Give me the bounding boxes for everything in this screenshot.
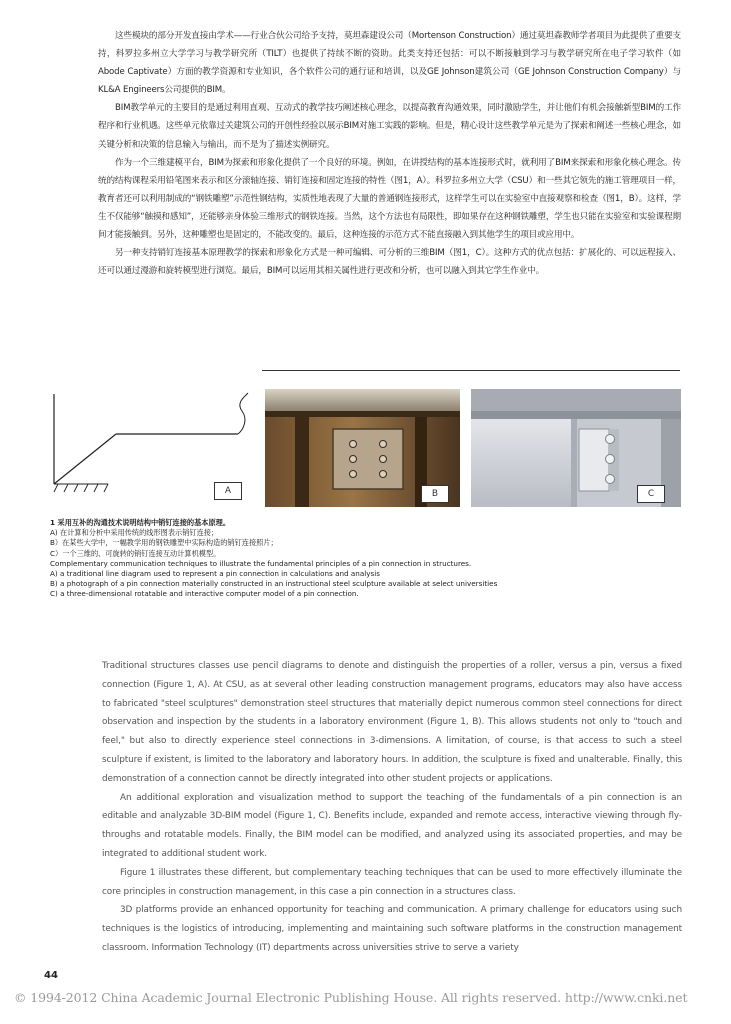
figure-b-photo <box>265 389 460 507</box>
figure-label-c: C <box>637 485 665 503</box>
figure-label-b: B <box>421 485 449 503</box>
cn-paragraph: 这些模块的部分开发直接由学术——行业合伙公司给予支持，莫坦森建设公司（Mortenson Construction）通过莫坦森教师学者项目为此提供了重要支持，科罗拉多州立大学学习与教学研究所（TILT）也提供了持续不断的资助。此类支持还包括：可以不断接触到学习与教学研究所在电子学习软件（如Abode Captivate）方面的教学资源和专业知识，各个软件公司的通行证和培训，以及GE Johnson建筑公司（GE Johnson Construction Company）与KL&A Engineers公司提供的BIM。 <box>98 31 681 96</box>
caption-en-c: C) a three-dimensional rotatable and interactive computer model of a pin connection. <box>50 589 359 599</box>
caption-en-title: Complementary communication techniques to illustrate the fundamental principles of a pin connection in structures. <box>50 558 472 568</box>
cn-paragraph: BIM教学单元的主要目的是通过利用直观、互动式的教学技巧阐述核心理念，以提高教育沟通效果，同时激励学生，并让他们有机会接触新型BIM的工作程序和行业机遇。这些单元依靠过关建筑公司的开创性经验以展示BIM对施工实践的影响。但是，精心设计这些教学单元是为了探索和阐述一些核心理念，如关键分析和决策的信息输入与输出，而不是为了描述实例研究。 <box>98 103 681 150</box>
caption-cn-b: B）在某些大学中，一幅教学用的钢铁雕塑中实际构造的销钉连接照片； <box>50 538 278 548</box>
caption-cn-c: C）一个三维的、可旋转的销钉连接互动计算机模型。 <box>50 548 221 558</box>
page-number: 44 <box>44 970 58 981</box>
cn-paragraph: 作为一个三维建模平台，BIM为探索和形象化提供了一个良好的环境。例如，在讲授结构的基本连接形式时，就利用了BIM来探索和形象化核心理念。传统的结构课程采用铅笔图来表示和区分滚轴连接、销钉连接和固定连接的特性（图1，A）。科罗拉多州立大学（CSU）和一些其它领先的施工管理项目一样，教育者还可以利用制成的“钢铁雕塑”示范性钢结构，实质性地表现了大量的普通钢连接形式，这样学生可以在实验室中直接观察和检查（图1，B）。这样，学生不仅能够“触摸和感知”，还能够亲身体验三维形式的钢铁连接。当然，这个方法也有局限性，即如果存在这种钢铁雕塑，学生也只能在实验室和实验课程期间才能接触到。另外，这种雕塑也是固定的，不能改变的。最后，这种连接的示范方式不能直接融入到其他学生的项目或应用中。 <box>98 157 681 241</box>
caption-en-b: B) a photograph of a pin connection materially constructed in an instructional steel sculpture available at select universities <box>50 579 498 589</box>
caption-cn-title: 1 采用互补的沟通技术说明结构中销钉连接的基本原理。 <box>50 518 231 527</box>
caption-cn-a: A) 在计算和分析中采用传统的线形图表示销钉连接； <box>50 528 219 538</box>
en-paragraph: Traditional structures classes use pencil diagrams to denote and distinguish the properties of a roller, versus a pin, versus a fixed connection (Figure 1, A). At CSU, as at several other leading construction management programs, educators may also have access to fabricated "steel sculptures" demonstration steel structures that materially depict numerous common steel connections for direct observation and inspection by the students in a laboratory environment (Figure 1, B). This allows students not only to "touch and feel," but also to directly experience steel connections in 3-dimensions. A limitation, of course, is that access to such a steel sculpture if existent, is limited to the laboratory and laboratory hours. In addition, the sculpture is fixed and unalterable. Finally, this demonstration of a connection cannot be directly integrated into other student projects or applications. <box>102 661 682 784</box>
copyright-footer: © 1994-2012 China Academic Journal Electronic Publishing House. All rights reserved. http://www.cnki.net <box>14 990 688 1005</box>
section-divider <box>262 370 680 371</box>
figure-a-line-diagram <box>48 389 252 507</box>
en-paragraph: Figure 1 illustrates these different, but complementary teaching techniques that can be used to more effectively illuminate the core principles in construction management, in this case a pin connection in a structures class. <box>102 867 682 897</box>
figure-caption <box>50 518 680 600</box>
figure-c-3d-model <box>471 389 681 507</box>
cn-paragraph: 另一种支持销钉连接基本原理教学的探索和形象化方式是一种可编辑、可分析的三维BIM（图1，C）。这种方式的优点包括：扩展化的、可以远程接入、还可以通过漫游和旋转模型进行浏览。最后，BIM可以运用其相关属性进行更改和分析，也可以融入到其它学生作业中。 <box>98 248 681 277</box>
chinese-body <box>98 27 681 280</box>
figure-label-a: A <box>214 482 242 500</box>
en-paragraph: An additional exploration and visualization method to support the teaching of the fundamentals of a pin connection is an editable and analyzable 3D-BIM model (Figure 1, C). Benefits include, expanded and remote access, interactive viewing through fly-throughs and rotatable models. Finally, the BIM model can be modified, and analyzed using its associated properties, and may be integrated to additional student work. <box>102 792 682 859</box>
en-paragraph: 3D platforms provide an enhanced opportunity for teaching and communication. A primary challenge for educators using such techniques is the logistics of introducing, implementing and maintaining such software platforms in the construction management classroom. Information Technology (IT) departments across universities strive to serve a variety <box>102 905 682 953</box>
english-body <box>102 657 682 958</box>
caption-en-a: A) a traditional line diagram used to represent a pin connection in calculations and analysis <box>50 569 380 579</box>
